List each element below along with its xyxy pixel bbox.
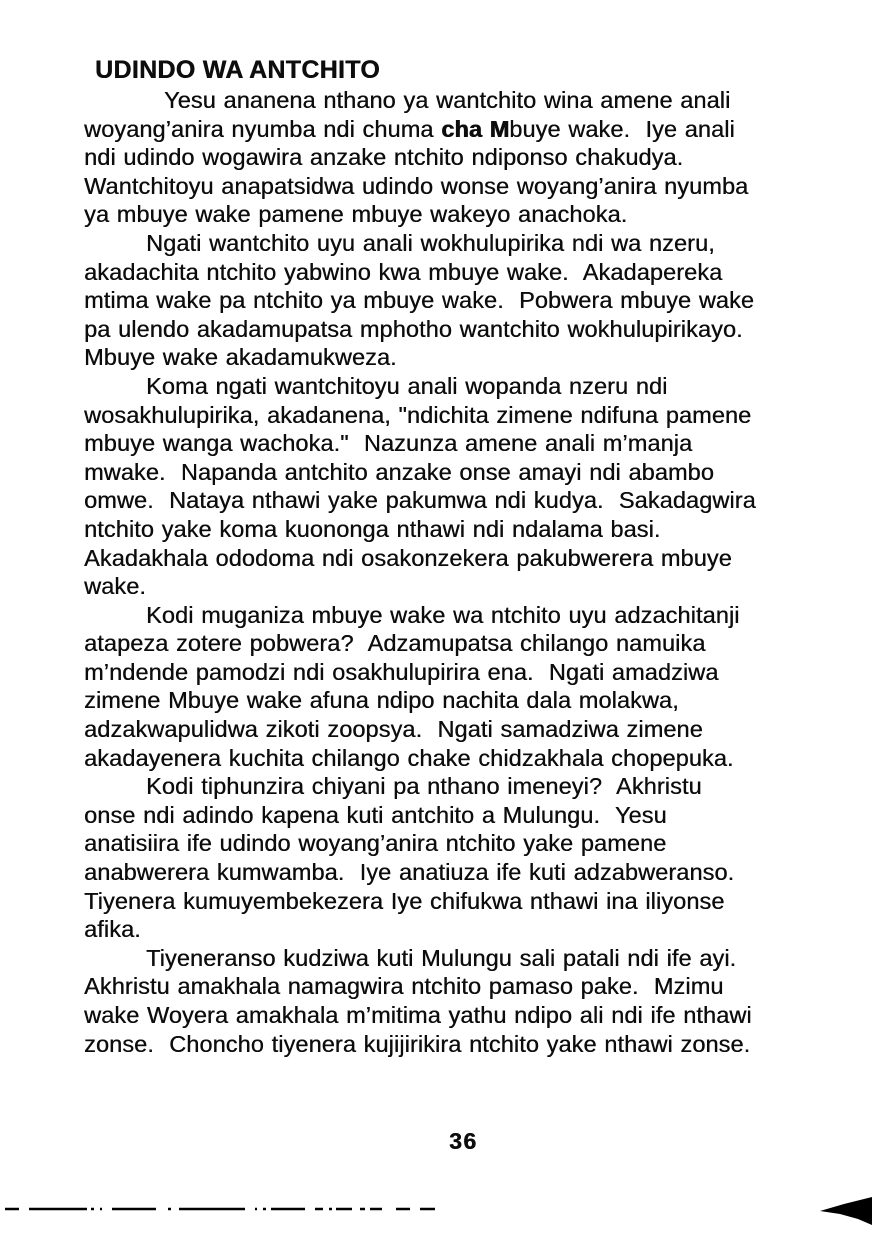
text-line [84, 115, 829, 144]
text-line: zonse. Choncho tiyenera kujijirikira ntchito yake nthawi zonse. [84, 1030, 751, 1057]
text-line: Yesu ananena nthano ya wantchito wina amene anali [164, 87, 731, 113]
body-text [84, 86, 829, 1058]
text-line: wosakhulupirika, akadanena, "ndichita zimene ndifuna pamene [84, 401, 752, 428]
text-line: akadachita ntchito yabwino kwa mbuye wake. Akadapereka [84, 258, 723, 285]
text-line: Akhristu amakhala namagwira ntchito pamaso pake. Mzimu [84, 973, 724, 1000]
text-line: zimene Mbuye wake afuna ndipo nachita dala molakwa, [84, 687, 679, 714]
text-line: mwake. Napanda antchito anzake onse amayi ndi abambo [84, 458, 714, 485]
corner-wedge-icon [818, 1194, 872, 1228]
bold-text-segment: cha M [441, 115, 510, 142]
text-line: Tiyenera kumuyembekezera Iye chifukwa nthawi ina iliyonse [84, 887, 725, 914]
text-line: adzakwapulidwa zikoti zoopsya. Ngati samadziwa zimene [84, 716, 703, 743]
paragraph [84, 601, 829, 773]
text-line: ya mbuye wake pamene mbuye wakeyo anachoka. [84, 201, 628, 228]
text-line: omwe. Nataya nthawi yake pakumwa ndi kudya. Sakadagwira [84, 487, 756, 514]
text-line: Ngati wantchito uyu anali wokhulupirika ndi wa nzeru, [146, 229, 715, 256]
text-line: pa ulendo akadamupatsa mphotho wantchito wokhulupirikayo. [84, 315, 743, 342]
page-number: 36 [449, 1128, 478, 1154]
text-line: Tiyeneranso kudziwa kuti Mulungu sali patali ndi ife ayi. [146, 944, 737, 971]
paragraph [84, 372, 829, 601]
text-line: anatisiira ife udindo woyang’anira ntchito yake pamene [84, 830, 667, 857]
page-title: UDINDO WA ANTCHITO [95, 56, 381, 84]
text-line: ntchito yake koma kuononga nthawi ndi ndalama basi. [84, 515, 661, 542]
text-line: afika. [84, 916, 141, 943]
text-line: atapeza zotere pobwera? Adzamupatsa chilango namuika [84, 630, 706, 657]
text-line: akadayenera kuchita chilango chake chidzakhala chopepuka. [84, 744, 734, 771]
text-block [84, 56, 829, 1058]
text-line: ndi udindo wogawira anzake ntchito ndiponso chakudya. [84, 144, 684, 171]
text-line: wake Woyera amakhala m’mitima yathu ndipo ali ndi ife nthawi [84, 1002, 752, 1028]
dashed-rule-icon [5, 1205, 435, 1213]
text-line: Kodi tiphunzira chiyani pa nthano imeneyi? Akhristu [146, 773, 702, 800]
text-line: Akadakhala ododoma ndi osakonzekera pakubwerera mbuye [84, 544, 732, 571]
text-line: anabwerera kumwamba. Iye anatiuza ife kuti adzabweranso. [84, 859, 735, 886]
text-segment: buye wake. Iye anali [509, 115, 735, 142]
text-line: wake. [84, 573, 146, 600]
paragraph [84, 944, 829, 1058]
text-line: mtima wake pa ntchito ya mbuye wake. Pobwera mbuye wake [84, 287, 754, 314]
text-line: Mbuye wake akadamukweza. [84, 344, 397, 371]
text-line: onse ndi adindo kapena kuti antchito a Mulungu. Yesu [84, 801, 667, 828]
text-line: Kodi muganiza mbuye wake wa ntchito uyu adzachitanji [146, 601, 740, 628]
text-line: mbuye wanga wachoka." Nazunza amene anali m’manja [84, 430, 693, 457]
paragraph [84, 86, 829, 229]
paragraph [84, 772, 829, 944]
text-line: Koma ngati wantchitoyu anali wopanda nzeru ndi [146, 372, 668, 399]
paragraph [84, 229, 829, 372]
text-line: m’ndende pamodzi ndi osakhulupirira ena. Ngati amadziwa [84, 658, 719, 685]
text-segment: woyang’anira nyumba ndi chuma [84, 115, 442, 142]
text-line: Wantchitoyu anapatsidwa udindo wonse woyang’anira nyumba [84, 172, 749, 199]
